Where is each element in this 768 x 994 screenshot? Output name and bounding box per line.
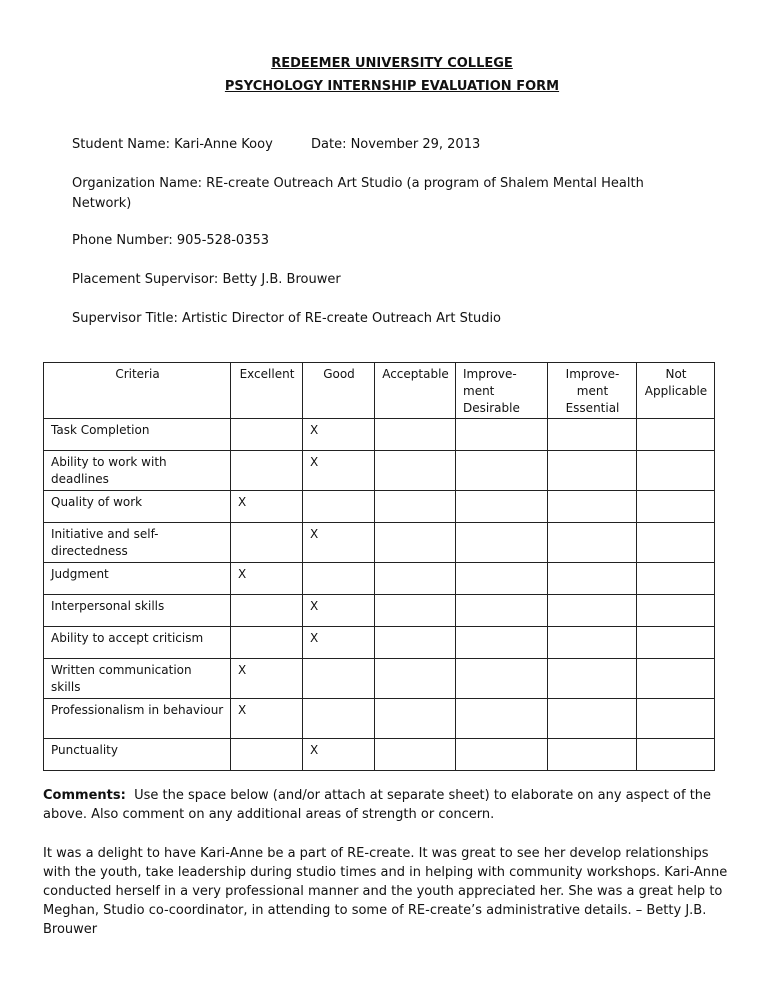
organization-name: Organization Name: RE-create Outreach Art Studio (a program of Shalem Mental Health Network) [72, 176, 644, 211]
comments-label: Comments: [43, 788, 126, 803]
desirable-cell [456, 451, 548, 491]
essential-cell [548, 699, 637, 739]
desirable-cell [456, 699, 548, 739]
acceptable-cell [375, 563, 456, 595]
table-row [44, 451, 715, 491]
not-applicable-cell [637, 627, 715, 659]
table-row [44, 627, 715, 659]
placement-supervisor: Placement Supervisor: Betty J.B. Brouwer [72, 272, 341, 287]
essential-cell [548, 563, 637, 595]
criterion-cell: Ability to accept criticism [44, 627, 231, 659]
criterion-cell: Task Completion [44, 419, 231, 451]
header-excellent: Excellent [231, 363, 303, 419]
header-line: Improve- [463, 367, 517, 381]
evaluation-table [43, 362, 715, 771]
essential-cell [548, 451, 637, 491]
header-criteria: Criteria [44, 363, 231, 419]
header-good: Good [303, 363, 375, 419]
excellent-cell [231, 739, 303, 771]
table-row [44, 419, 715, 451]
excellent-cell [231, 451, 303, 491]
evaluation-date: Date: November 29, 2013 [311, 137, 481, 152]
good-cell: X [303, 739, 375, 771]
student-name: Student Name: Kari-Anne Kooy [72, 137, 273, 152]
comments-instructions: Use the space below (and/or attach at separate sheet) to elaborate on any aspect of the above. Also comment on any additional areas of strength or concern. [43, 788, 712, 822]
form-title: PSYCHOLOGY INTERNSHIP EVALUATION FORM [224, 79, 560, 94]
criterion-cell: Ability to work with deadlines [44, 451, 231, 491]
header-line: ment [463, 384, 495, 398]
not-applicable-cell [637, 451, 715, 491]
criterion-cell: Professionalism in behaviour [44, 699, 231, 739]
desirable-cell [456, 659, 548, 699]
good-cell: X [303, 451, 375, 491]
header-line: Applicable [644, 384, 708, 398]
criterion-cell: Quality of work [44, 491, 231, 523]
not-applicable-cell [637, 563, 715, 595]
table-row [44, 523, 715, 563]
acceptable-cell [375, 419, 456, 451]
header-line: Not [665, 367, 687, 381]
header-acceptable: Acceptable [375, 363, 456, 419]
comments-section [43, 786, 723, 824]
excellent-cell [231, 627, 303, 659]
header-not-applicable [637, 363, 715, 419]
not-applicable-cell [637, 659, 715, 699]
header-improvement-essential [548, 363, 637, 419]
excellent-cell [231, 595, 303, 627]
acceptable-cell [375, 595, 456, 627]
essential-cell [548, 523, 637, 563]
desirable-cell [456, 523, 548, 563]
acceptable-cell [375, 523, 456, 563]
criterion-cell: Initiative and self-directedness [44, 523, 231, 563]
desirable-cell [456, 419, 548, 451]
supervisor-title: Supervisor Title: Artistic Director of RE-create Outreach Art Studio [72, 311, 502, 326]
not-applicable-cell [637, 595, 715, 627]
criterion-cell: Written communication skills [44, 659, 231, 699]
good-cell [303, 659, 375, 699]
good-cell [303, 699, 375, 739]
desirable-cell [456, 491, 548, 523]
not-applicable-cell [637, 491, 715, 523]
good-cell [303, 491, 375, 523]
essential-cell [548, 627, 637, 659]
acceptable-cell [375, 627, 456, 659]
table-row [44, 659, 715, 699]
header-line: Desirable [463, 401, 520, 415]
desirable-cell [456, 739, 548, 771]
good-cell [303, 563, 375, 595]
good-cell: X [303, 419, 375, 451]
not-applicable-cell [637, 699, 715, 739]
excellent-cell [231, 419, 303, 451]
desirable-cell [456, 595, 548, 627]
not-applicable-cell [637, 523, 715, 563]
essential-cell [548, 739, 637, 771]
criterion-cell: Interpersonal skills [44, 595, 231, 627]
essential-cell [548, 419, 637, 451]
header-improvement-desirable [456, 363, 548, 419]
acceptable-cell [375, 451, 456, 491]
header-line: Essential [565, 401, 620, 415]
excellent-cell: X [231, 491, 303, 523]
desirable-cell [456, 563, 548, 595]
table-row [44, 595, 715, 627]
essential-cell [548, 595, 637, 627]
table-row [44, 491, 715, 523]
not-applicable-cell [637, 739, 715, 771]
acceptable-cell [375, 739, 456, 771]
excellent-cell: X [231, 699, 303, 739]
acceptable-cell [375, 699, 456, 739]
desirable-cell [456, 627, 548, 659]
excellent-cell: X [231, 563, 303, 595]
essential-cell [548, 491, 637, 523]
criterion-cell: Judgment [44, 563, 231, 595]
header-line: Improve- [565, 367, 620, 381]
excellent-cell [231, 523, 303, 563]
essential-cell [548, 659, 637, 699]
table-row [44, 563, 715, 595]
phone-number: Phone Number: 905-528-0353 [72, 233, 269, 248]
good-cell: X [303, 627, 375, 659]
acceptable-cell [375, 659, 456, 699]
table-row [44, 739, 715, 771]
institution-heading: REDEEMER UNIVERSITY COLLEGE [271, 56, 513, 71]
table-row [44, 699, 715, 739]
not-applicable-cell [637, 419, 715, 451]
table-header-row [44, 363, 715, 419]
criterion-cell: Punctuality [44, 739, 231, 771]
excellent-cell: X [231, 659, 303, 699]
supervisor-feedback: It was a delight to have Kari-Anne be a part of RE-create. It was great to see her develop relationships with the youth, take leadership during studio times and in helping with community workshops. Kari-Anne conducted herself in a very professional manner and the youth appreciated her. She was a great help to Meghan, Studio co-coordinator, in attending to some of RE-create’s administrative details. – Betty J.B. Brouwer [43, 846, 728, 937]
good-cell: X [303, 523, 375, 563]
acceptable-cell [375, 491, 456, 523]
header-line: ment [576, 384, 609, 398]
good-cell: X [303, 595, 375, 627]
